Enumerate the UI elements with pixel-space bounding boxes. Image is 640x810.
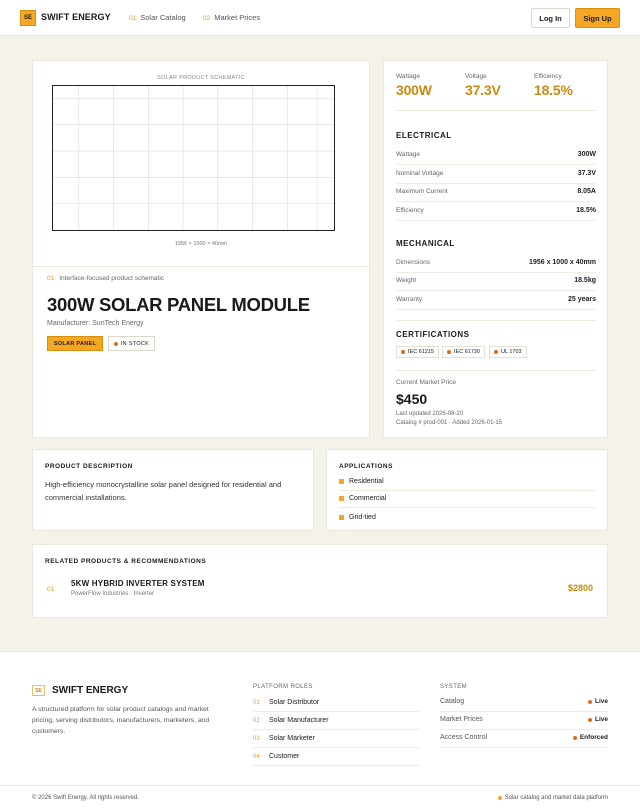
stat-voltage-value: 37.3V bbox=[465, 82, 501, 98]
cert-badge: IEC 61215 bbox=[396, 346, 439, 358]
footer-brand: SWIFT ENERGY bbox=[52, 685, 129, 696]
stat-wattage-label: Wattage bbox=[396, 73, 420, 80]
divider bbox=[33, 266, 371, 267]
related-title: RELATED PRODUCTS & RECOMMENDATIONS bbox=[45, 558, 207, 565]
list-item: Residential bbox=[339, 473, 595, 491]
spec-row: Maximum Current 8.05A bbox=[396, 184, 596, 202]
related-item-number: 01 bbox=[47, 586, 55, 593]
status-dot-icon bbox=[114, 342, 118, 346]
stat-voltage-label: Voltage bbox=[465, 73, 487, 80]
spec-row: Weight 18.5kg bbox=[396, 273, 596, 291]
list-item: Grid-tied bbox=[339, 508, 595, 526]
nav-market-prices[interactable]: 02 Market Prices bbox=[203, 13, 261, 22]
electrical-title: ELECTRICAL bbox=[396, 131, 452, 140]
divider bbox=[396, 110, 596, 111]
specs-card bbox=[383, 60, 608, 438]
schematic-dimensions: 1956 × 1000 × 40mm bbox=[174, 241, 228, 247]
list-item: Commercial bbox=[339, 490, 595, 508]
cert-badge: UL 1703 bbox=[489, 346, 527, 358]
mechanical-title: MECHANICAL bbox=[396, 239, 455, 248]
description-text: High-efficiency monocrystalline solar panel designed for residential and commercial installations. bbox=[45, 480, 282, 502]
description-title: PRODUCT DESCRIPTION bbox=[45, 463, 133, 470]
footer-tagline: Solar catalog and market data platform bbox=[498, 795, 608, 801]
cert-dot-icon bbox=[447, 350, 451, 354]
system-status-row: Catalog Live bbox=[440, 694, 608, 712]
footer-role-item[interactable]: 01 Solar Distributor bbox=[253, 694, 420, 712]
related-products-card bbox=[32, 544, 608, 618]
bullet-icon bbox=[339, 479, 344, 484]
related-item-name: 5KW HYBRID INVERTER SYSTEM bbox=[71, 579, 205, 588]
top-header bbox=[0, 0, 640, 36]
status-dot-icon bbox=[573, 736, 577, 740]
certifications-title: CERTIFICATIONS bbox=[396, 330, 470, 339]
category-tag: SOLAR PANEL bbox=[47, 336, 103, 351]
market-price: $450 bbox=[396, 391, 428, 407]
divider bbox=[396, 370, 596, 371]
divider bbox=[396, 320, 596, 321]
signup-button[interactable]: Sign Up bbox=[575, 8, 620, 28]
applications-card bbox=[326, 449, 608, 531]
status-dot-icon bbox=[588, 700, 592, 704]
spec-row: Warranty 25 years bbox=[396, 292, 596, 310]
product-subtitle: 01 Interface-focused product schematic bbox=[47, 275, 165, 282]
related-item-meta: PowerFlow Industries · Inverter bbox=[71, 591, 155, 597]
product-title: 300W SOLAR PANEL MODULE bbox=[47, 294, 310, 315]
system-status-row: Access Control Enforced bbox=[440, 730, 608, 748]
last-updated: Last updated 2026-08-20 bbox=[396, 411, 464, 417]
schematic-label: SOLAR PRODUCT SCHEMATIC bbox=[157, 75, 245, 81]
system-title: SYSTEM bbox=[440, 684, 468, 690]
bullet-icon bbox=[339, 515, 344, 520]
footer-role-item[interactable]: 02 Solar Manufacturer bbox=[253, 712, 420, 730]
brand-name[interactable]: SWIFT ENERGY bbox=[41, 12, 111, 22]
spec-row: Efficiency 18.5% bbox=[396, 203, 596, 221]
catalog-number: Catalog # prod-001 · Added 2026-01-15 bbox=[396, 420, 503, 426]
footer-logo: SE bbox=[32, 685, 45, 696]
cert-dot-icon bbox=[401, 350, 405, 354]
related-item[interactable] bbox=[33, 545, 607, 617]
roles-title: PLATFORM ROLES bbox=[253, 684, 313, 690]
spec-row: Nominal Voltage 37.3V bbox=[396, 166, 596, 184]
stock-status-badge: IN STOCK bbox=[108, 336, 155, 351]
description-card bbox=[32, 449, 314, 531]
stat-wattage-value: 300W bbox=[396, 82, 432, 98]
footer-role-item[interactable]: 03 Solar Marketer bbox=[253, 730, 420, 748]
footer-description: A structured platform for solar product catalogs and market pricing, serving distributors, manufacturers, marketers, and customers. bbox=[32, 706, 210, 735]
panel-schematic bbox=[52, 85, 335, 231]
footer bbox=[0, 651, 640, 810]
footer-divider bbox=[0, 785, 640, 786]
product-manufacturer: Manufacturer: SunTech Energy bbox=[47, 320, 144, 327]
system-status-row: Market Prices Live bbox=[440, 712, 608, 730]
price-label: Current Market Price bbox=[396, 379, 456, 386]
stat-efficiency-value: 18.5% bbox=[534, 82, 573, 98]
product-card bbox=[32, 60, 370, 438]
login-button[interactable]: Log In bbox=[531, 8, 570, 28]
cert-dot-icon bbox=[494, 350, 498, 354]
copyright: © 2026 Swift Energy. All rights reserved. bbox=[32, 795, 140, 801]
cert-badge: IEC 61730 bbox=[442, 346, 485, 358]
related-item-price: $2800 bbox=[567, 583, 593, 593]
nav-solar-catalog[interactable]: 01 Solar Catalog bbox=[129, 13, 186, 22]
spec-row: Wattage 300W bbox=[396, 147, 596, 165]
status-dot-icon bbox=[588, 718, 592, 722]
footer-role-item[interactable]: 04 Customer bbox=[253, 748, 420, 766]
bullet-icon bbox=[339, 496, 344, 501]
brand-logo[interactable]: SE bbox=[20, 10, 36, 26]
applications-title: APPLICATIONS bbox=[339, 463, 393, 470]
tagline-dot-icon bbox=[498, 796, 502, 800]
stat-efficiency-label: Efficiency bbox=[534, 73, 562, 80]
spec-row: Dimensions 1956 x 1000 x 40mm bbox=[396, 255, 596, 273]
